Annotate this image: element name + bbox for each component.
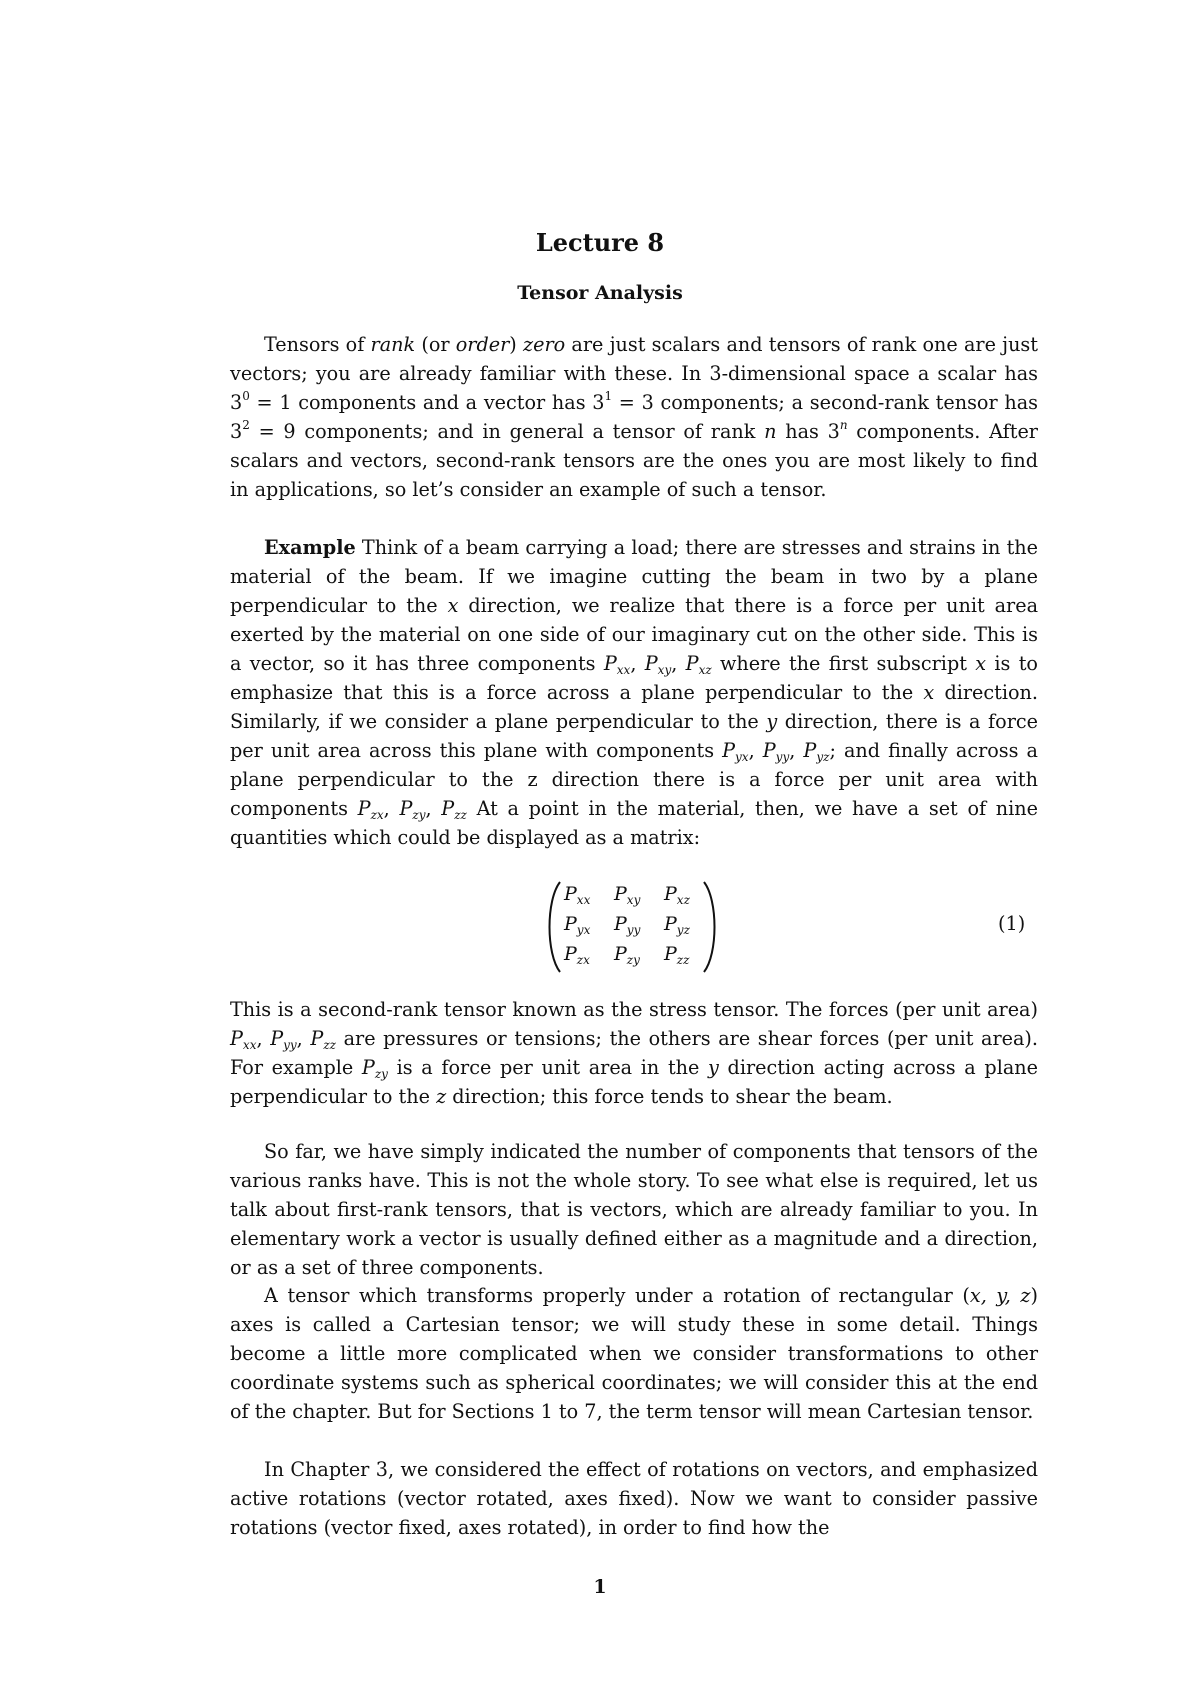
math-components-x: $P_{xx}$, $P_{xy}$, $P_{xz}$ bbox=[603, 652, 712, 677]
lecture-title: Lecture 8 bbox=[535, 228, 665, 257]
matrix-cell: $P_{zx}$ bbox=[564, 943, 590, 967]
math-diagonal: $P_{xx}$, $P_{yy}$, $P_{zz}$ bbox=[230, 1027, 336, 1052]
matrix-cell: $P_{xx}$ bbox=[564, 883, 591, 907]
matrix-cell: $P_{yy}$ bbox=[614, 913, 641, 937]
section-title: Tensor Analysis bbox=[517, 282, 683, 304]
page-number: 1 bbox=[593, 1576, 607, 1598]
matrix-cell: $P_{zz}$ bbox=[664, 943, 690, 967]
matrix-cell: $P_{xy}$ bbox=[614, 883, 641, 907]
paragraph-5: A tensor which transforms properly under a rotation of rectangular (x, y, z) axes is called a Cartesian tensor; we will study these in some detail. Things become a little more complicated when we consider transformations to other coordinate systems such as spherical coordinates; we will consider this at the end of the chapter. But for Sections 1 to 7, the term tensor will mean Cartesian tensor. bbox=[230, 1284, 1038, 1423]
paragraph-4: So far, we have simply indicated the number of components that tensors of the various ranks have. This is not the whole story. To see what else is required, let us talk about first-rank tensors, that is vectors, which are already familiar to you. In elementary work a vector is usually defined either as a magnitude and a direction, or as a set of three components. bbox=[230, 1140, 1038, 1279]
matrix-cell: $P_{xz}$ bbox=[664, 883, 690, 907]
paragraph-3: This is a second-rank tensor known as the stress tensor. The forces (per unit area) $P_{xx}$, $P_{yy}$, $P_{zz}$ are pressures or tensions; the others are shear forces (per unit area). For example $P_{zy}$ is a force per unit area in the y direction acting across a plane perpendicular to the z direction; this force tends to shear the beam. bbox=[230, 998, 1039, 1108]
matrix-cell: $P_{zy}$ bbox=[614, 943, 640, 967]
matrix-cell: $P_{yz}$ bbox=[664, 913, 690, 937]
math-pzy: $P_{zy}$ bbox=[361, 1056, 388, 1081]
example-label: Example bbox=[264, 536, 356, 559]
math-components-z: $P_{zx}$, $P_{zy}$, $P_{zz}$ bbox=[357, 797, 467, 822]
math-components-y: $P_{yx}$, $P_{yy}$, $P_{yz}$ bbox=[722, 739, 830, 764]
stress-tensor-matrix bbox=[546, 880, 718, 974]
paragraph-1: Tensors of rank (or order) zero are just scalars and tensors of rank one are just vectors; you are already familiar with these. In 3-dimensional space a scalar has $3^0 = 1$ components and a vector has $3^1 = 3$ components; a second-rank tensor has $3^2 = 9$ components; and in general a tensor of rank n has 3$^n$ components. After scalars and vectors, second-rank tensors are the ones you are most likely to find in applications, so let’s consider an example of such a tensor. bbox=[230, 333, 1038, 501]
paragraph-example: Example Think of a beam carrying a load; there are stresses and strains in the material of the beam. If we imagine cutting the beam in two by a plane perpendicular to the x direction, we realize that there is a force per unit area exerted by the material on one side of our imaginary cut on the other side. This is a vector, so it has three components $P_{xx}$, $P_{xy}$, $P_{xz}$ where the first subscript x is to emphasize that this is a force across a plane perpendicular to the x direction. Similarly, if we consider a plane perpendicular to the y direction, there is a force per unit area across this plane with components $P_{yx}$, $P_{yy}$, $P_{yz}$; and finally across a plane perpendicular to the z direction there is a force per unit area with components $P_{zx}$, $P_{zy}$, $P_{zz}$ At a point in the material, then, we have a set of nine quantities which could be displayed as a matrix: bbox=[230, 536, 1039, 849]
equation-number: (1) bbox=[998, 912, 1026, 935]
paragraph-6: In Chapter 3, we considered the effect of rotations on vectors, and emphasized active rotations (vector rotated, axes fixed). Now we want to consider passive rotations (vector fixed, axes rotated), in order to find how the bbox=[230, 1458, 1038, 1539]
matrix-cell: $P_{yx}$ bbox=[564, 913, 591, 937]
